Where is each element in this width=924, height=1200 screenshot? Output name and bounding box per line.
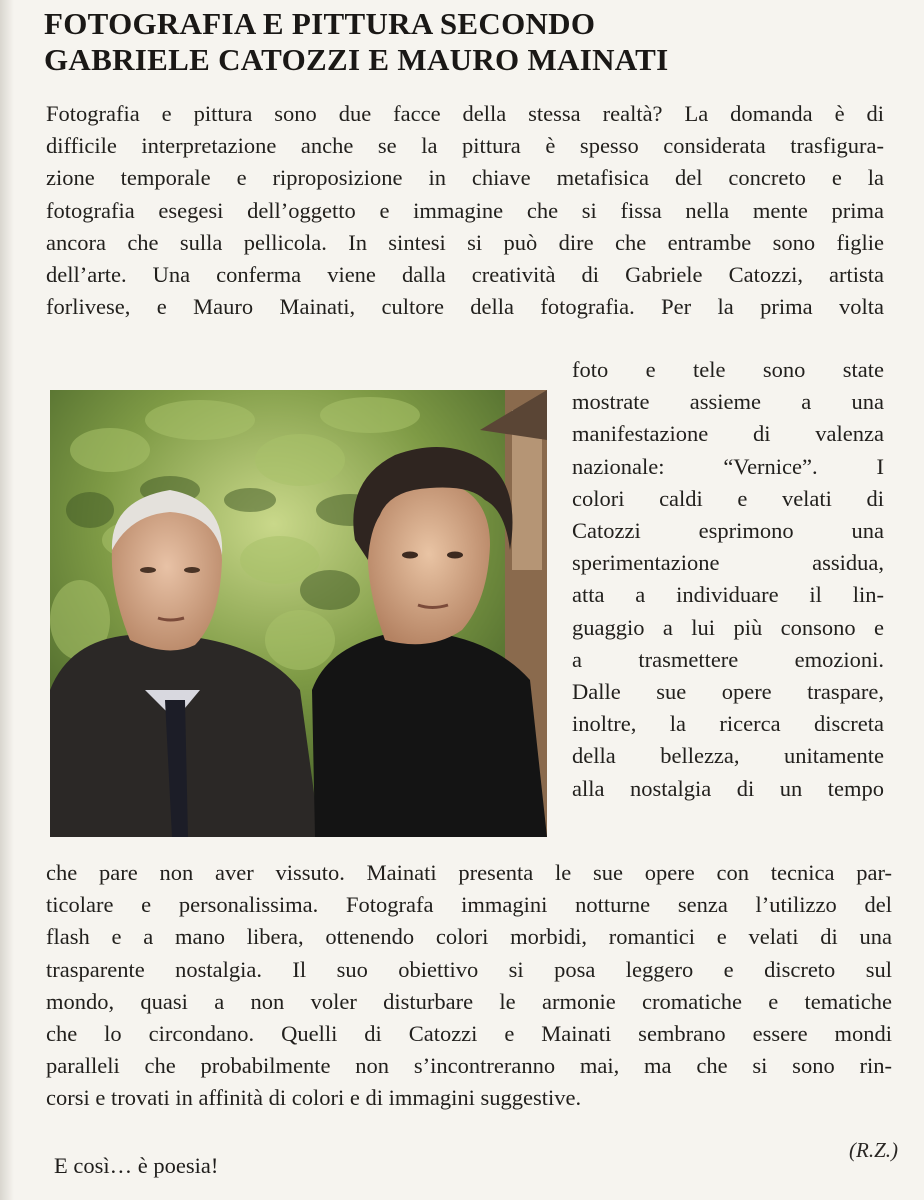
text-line: Catozzi esprimono una xyxy=(572,518,884,544)
text-line: a trasmettere emozioni. xyxy=(572,646,884,672)
text-line: trasparente nostalgia. Il suo obiettivo si posa leggero e discreto sul xyxy=(46,956,892,982)
text-line: ticolare e personalissima. Fotografa immagini notturne senza l’utilizzo del xyxy=(46,892,892,918)
text-line: colori caldi e velati di xyxy=(572,485,884,511)
page-edge xyxy=(0,0,14,1200)
text-line: della bellezza, unitamente xyxy=(572,743,884,769)
portrait-photo-illustration xyxy=(50,390,547,837)
text-line: nazionale: “Vernice”. I xyxy=(572,453,884,479)
right-column-text xyxy=(572,354,884,805)
text-line: sperimentazione assidua, xyxy=(572,550,884,576)
article-title xyxy=(44,6,884,78)
text-line: alla nostalgia di un tempo xyxy=(572,775,884,801)
portrait-photo xyxy=(50,390,547,837)
text-line: che lo circondano. Quelli di Catozzi e Mainati sembrano essere mondi xyxy=(46,1021,892,1047)
text-line: zione temporale e riproposizione in chiave metafisica del concreto e la xyxy=(46,165,884,191)
text-line: dell’arte. Una conferma viene dalla creatività di Gabriele Catozzi, artista xyxy=(46,262,884,288)
text-line: fotografia esegesi dell’oggetto e immagine che si fissa nella mente prima xyxy=(46,197,884,223)
text-line: mostrate assieme a una xyxy=(572,389,884,415)
text-line: paralleli che probabilmente non s’incontreranno mai, ma che si sono rin- xyxy=(46,1053,892,1079)
text-line: ancora che sulla pellicola. In sintesi si può dire che entrambe sono figlie xyxy=(46,229,884,255)
closing-exclamation: E così… è poesia! xyxy=(54,1153,219,1178)
text-line: inoltre, la ricerca discreta xyxy=(572,711,884,737)
text-line: atta a individuare il lin- xyxy=(572,582,884,608)
text-line: mondo, quasi a non voler disturbare le armonie cromatiche e tematiche xyxy=(46,988,892,1014)
text-line: foto e tele sono state xyxy=(572,357,884,382)
closing-paragraph xyxy=(46,857,892,1115)
text-line: guaggio a lui più consono e xyxy=(572,614,884,640)
text-line: manifestazione di valenza xyxy=(572,421,884,447)
text-line: forlivese, e Mauro Mainati, cultore della fotografia. Per la prima volta xyxy=(46,294,884,320)
intro-paragraph xyxy=(46,98,884,323)
title-line: FOTOGRAFIA E PITTURA SECONDO xyxy=(44,6,596,41)
text-line: che pare non aver vissuto. Mainati presenta le sue opere con tecnica par- xyxy=(46,860,892,885)
text-line: difficile interpretazione anche se la pittura è spesso considerata trasfigura- xyxy=(46,133,884,159)
title-line: GABRIELE CATOZZI E MAURO MAINATI xyxy=(44,42,669,77)
text-line: Fotografia e pittura sono due facce della stessa realtà? La domanda è di xyxy=(46,101,884,126)
author-signature: (R.Z.) xyxy=(849,1138,898,1162)
text-line: flash e a mano libera, ottenendo colori morbidi, romantici e velati di una xyxy=(46,924,892,950)
text-line: corsi e trovati in affinità di colori e di immagini suggestive. xyxy=(46,1085,582,1111)
text-line: Dalle sue opere traspare, xyxy=(572,679,884,705)
